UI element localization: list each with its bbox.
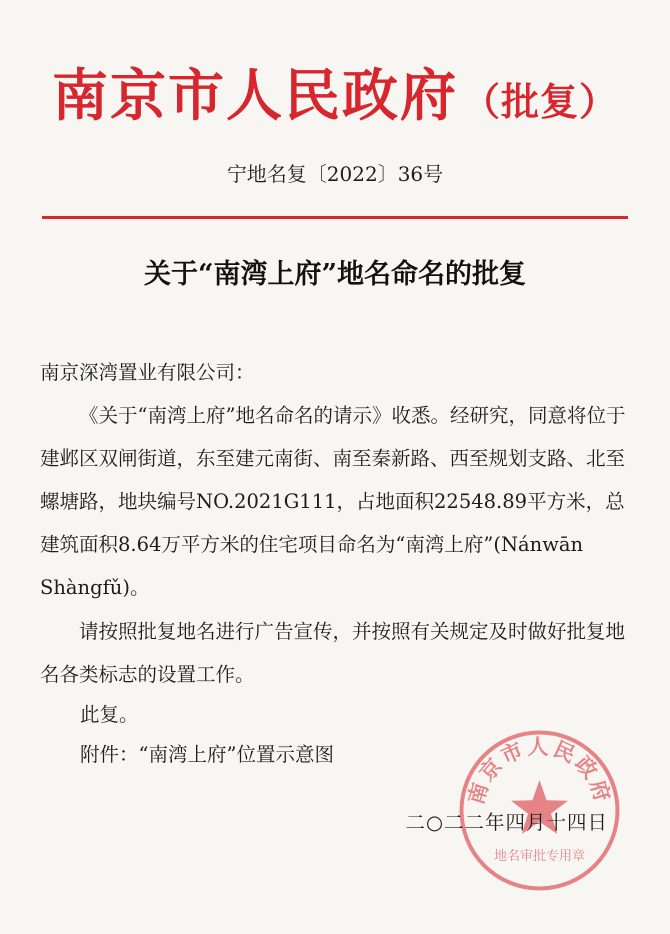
closing-remark: 此复。: [80, 703, 139, 726]
seal-sub-text: 地名审批专用章: [493, 849, 586, 864]
body-paragraph-1: 《关于“南湾上府”地名命名的请示》收悉。经研究，同意将位于建邺区双闸街道，东至建元南街、南至秦新路、西至规划支路、北至螺塘路，地块编号NO.2021G111，占地面积22548.89平方米，总建筑面积8.64万平方米的住宅项目命名为“南湾上府”(Nánwān Shàngfǔ)。: [40, 404, 626, 599]
document-title: 关于“南湾上府”地名命名的批复: [143, 259, 527, 290]
seal-arc-text: 南京市人民政府: [462, 734, 617, 808]
addressee: 南京深湾置业有限公司：: [40, 361, 255, 384]
body-paragraph-2: 请按照批复地名进行广告宣传，并按照有关规定及时做好批复地名各类标志的设置工作。: [40, 620, 626, 686]
issuing-authority-header: [0, 52, 670, 132]
issue-date: 二○二二年四月十四日: [405, 811, 608, 834]
red-divider-line: [42, 216, 628, 219]
document-number: 宁地名复〔2022〕36号: [226, 162, 444, 186]
doc-type: （批复）: [461, 79, 618, 124]
org-name: 南京市人民政府: [51, 63, 458, 129]
attachment-note: 附件：“南湾上府”位置示意图: [80, 743, 334, 766]
